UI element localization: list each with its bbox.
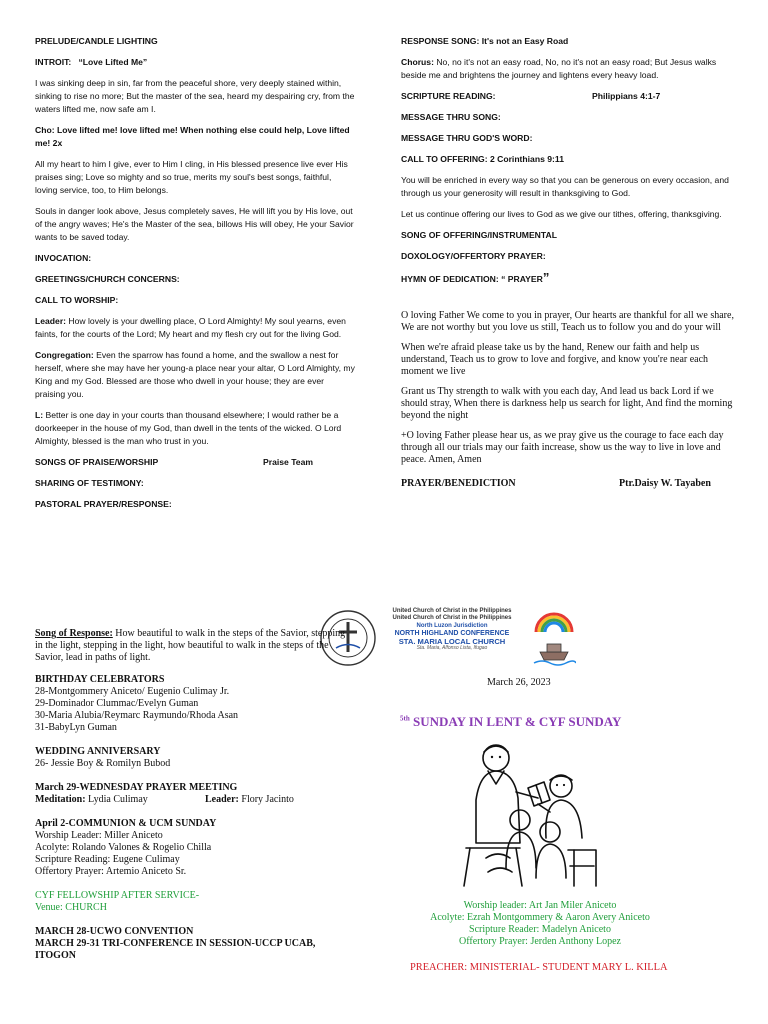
scripture-row [401, 90, 736, 103]
greetings-heading: GREETINGS/CHURCH CONCERNS: [35, 274, 180, 284]
call-offering-heading: CALL TO OFFERING: 2 Corinthians 9:11 [401, 154, 564, 164]
sunday-number: 5th [400, 714, 410, 723]
song-offering-heading: SONG OF OFFERING/INSTRUMENTAL [401, 230, 557, 240]
sunday-title-text: SUNDAY IN LENT & CYF SUNDAY [409, 714, 622, 729]
response-song-row [401, 35, 736, 48]
announcements [35, 628, 350, 962]
offering-text-1: You will be enriched in every way so that you can be generous on every occasion, and through us your generosity will result in thanksgiving to God. [401, 175, 729, 198]
scripture-ref: Philippians 4:1-7 [592, 91, 661, 101]
introit-heading [35, 56, 355, 69]
april-heading: April 2-COMMUNION & UCM SUNDAY [35, 818, 217, 829]
verse-2: All my heart to him I give, ever to Him I cling, in His blessed presence live ever His praises sing; Love so mighty and so true, merits my soul's best songs, faithful, loving service, too, to Him belongs. [35, 159, 348, 195]
response-song-title: It's not an Easy Road [479, 36, 569, 46]
verse-3: Souls in danger look above, Jesus completely saves, He will lift you by His love, out of the angry waves; He's the Master of the sea, billows His will obey, He your Savior wants to be saved today. [35, 206, 354, 242]
songs-of-praise-heading: SONGS OF PRAISE/WORSHIP [35, 457, 159, 467]
offering-text-2: Let us continue offering our lives to God as we give our tithes, offering, thanksgiving. [401, 209, 722, 219]
hymn-heading [401, 271, 736, 286]
worship-leader: Worship leader: Art Jan Miler Aniceto [463, 900, 617, 911]
chorus: Cho: Love lifted me! love lifted me! When nothing else could help, Love lifted me! 2x [35, 125, 350, 148]
introit-label: INTROIT: [35, 57, 72, 67]
scripture-reader: Scripture Reader: Madelyn Aniceto [469, 924, 611, 935]
prayer-meeting-leader [205, 794, 294, 806]
song-of-response [35, 628, 350, 664]
response-chorus [401, 56, 736, 82]
prayer-meeting-heading: March 29-WEDNESDAY PRAYER MEETING [35, 782, 238, 793]
congregation-text: Even the sparrow has found a home, and the swallow a nest for herself, where she may have her young-a place near your altar, O Lord Almighty, my King and my God. Blessed are those who dwell in your house; they are ever praising you. [35, 350, 355, 399]
wedding-heading: WEDDING ANNIVERSARY [35, 746, 161, 757]
song-of-response-text: How beautiful to walk in the steps of the Savior, stepping in the light, stepping in the light, how beautiful to walk in the steps of the Savior, lead in paths of light. [35, 628, 346, 663]
prayer-meeting-details [35, 794, 350, 806]
acolyte: Acolyte: Ezrah Montgommery & Aaron Avery Aniceto [430, 912, 650, 923]
pastoral-heading: PASTORAL PRAYER/RESPONSE: [35, 499, 172, 509]
header-line-5: STA. MARIA LOCAL CHURCH [398, 636, 506, 646]
l-label: L: [35, 410, 44, 420]
congregation-label: Congregation: [35, 350, 94, 360]
prayer-stanza-2: When we're afraid please take us by the hand, Renew our faith and help us understand, Teach us to grow to love and forgive, and know you're near each moment we live [401, 342, 709, 377]
april-item: Offertory Prayer: Artemio Aniceto Sr. [35, 866, 187, 877]
message-song-heading: MESSAGE THRU SONG: [401, 112, 501, 122]
order-of-worship-right [401, 35, 736, 286]
sunday-title [400, 714, 700, 730]
order-of-worship-left [35, 35, 355, 511]
april-item: Worship Leader: Miller Aniceto [35, 830, 163, 841]
april-item: Acolyte: Rolando Valones & Rogelio Chilla [35, 842, 212, 853]
hymn-label: HYMN OF DEDICATION: “ PRAYER [401, 274, 543, 284]
verse-1: I was sinking deep in sin, far from the peaceful shore, very deeply stained within, sinking to rise no more; But the master of the sea, heard my despairing cry, from the waters lifted me, now safe am I. [35, 78, 355, 114]
ucwo-convention: MARCH 28-UCWO CONVENTION [35, 926, 194, 937]
header-line-2: United Church of Christ in the Philippines [392, 615, 512, 622]
birthday-item: 28-Montgommery Aniceto/ Eugenio Culimay Jr. [35, 686, 230, 697]
birthday-item: 29-Dominador Clummac/Evelyn Guman [35, 698, 199, 709]
cyf-venue: Venue: CHURCH [35, 902, 107, 913]
church-header [318, 608, 580, 668]
cyf-fellowship: CYF FELLOWSHIP AFTER SERVICE- [35, 890, 200, 901]
church-name-block [366, 608, 538, 652]
prelude-heading: PRELUDE/CANDLE LIGHTING [35, 36, 158, 46]
cyf-sunday-roles [400, 900, 680, 948]
leader-reading [35, 315, 355, 341]
pm-leader-name: Flory Jacinto [238, 794, 294, 805]
pm-leader-label: Leader: [205, 794, 239, 805]
header-line-3: North Luzon Jurisdiction [416, 622, 488, 629]
birthday-heading: BIRTHDAY CELEBRATORS [35, 674, 165, 685]
prayer-stanza-3: Grant us Thy strength to walk with you each day, And lead us back Lord if we should stray, When there is darkness help us search for light, And find the morning beyond the night [401, 386, 733, 421]
songs-of-praise-row [35, 456, 355, 469]
birthday-item: 31-BabyLyn Guman [35, 722, 117, 733]
header-line-1: United Church of Christ in the Philippines [392, 608, 512, 614]
introit-title: “Love Lifted Me” [78, 57, 148, 67]
preacher: PREACHER: MINISTERIAL- STUDENT MARY L. KILLA [410, 962, 668, 973]
tri-conference: MARCH 29-31 TRI-CONFERENCE IN SESSION-UCCP UCAB, ITOGON [35, 938, 316, 961]
offertory-prayer: Offertory Prayer: Jerden Anthony Lopez [459, 936, 621, 947]
service-date: March 26, 2023 [487, 677, 551, 688]
l-reading [35, 409, 355, 448]
meditation-label: Meditation: [35, 794, 86, 805]
song-of-response-label: Song of Response: [35, 628, 113, 639]
benediction-by: Ptr.Daisy W. Tayaben [619, 478, 711, 489]
prayer-stanza-1: O loving Father We come to you in prayer, Our hearts are thankful for all we share, We are not worthy but you love us still, Teach us to follow you and do your will [401, 310, 734, 333]
message-word-heading: MESSAGE THRU GOD'S WORD: [401, 133, 533, 143]
praise-team: Praise Team [263, 457, 314, 467]
rainbow-ark-icon [532, 608, 576, 668]
l-text: Better is one day in your courts than thousand elsewhere; I would rather be a doorkeeper in the house of my God, than dwell in the tents of the wicked. O Lord Almighty, blessed is the man who trust in you. [35, 410, 342, 446]
response-chorus-text: No, no it's not an easy road, No, no it's not an easy road; But Jesus walks beside me and brightens the journey and lightens every heavy load. [401, 57, 717, 80]
wedding-item: 26- Jessie Boy & Romilyn Bubod [35, 758, 171, 769]
call-to-worship-heading: CALL TO WORSHIP: [35, 295, 119, 305]
april-item: Scripture Reading: Eugene Culimay [35, 854, 180, 865]
birthday-item: 30-Maria Alubia/Reymarc Raymundo/Rhoda Asan [35, 710, 239, 721]
invocation-heading: INVOCATION: [35, 253, 92, 263]
response-song-label: RESPONSE SONG: [401, 36, 480, 46]
meditation-name: Lydia Culimay [85, 794, 148, 805]
benediction-heading: PRAYER/BENEDICTION [401, 478, 516, 489]
prayer-hymn-lyrics [401, 310, 741, 490]
header-line-4: NORTH HIGHLAND CONFERENCE [394, 630, 510, 638]
sharing-heading: SHARING OF TESTIMONY: [35, 478, 144, 488]
scripture-heading: SCRIPTURE READING: [401, 91, 496, 101]
teacher-reading-to-children-illustration [458, 738, 603, 888]
response-chorus-label: Chorus: [401, 57, 434, 67]
leader-text: How lovely is your dwelling place, O Lord Almighty! My soul yearns, even faints, for the courts of the Lord; My heart and my flesh cry out for the living God. [35, 316, 346, 339]
benediction-row [401, 478, 741, 490]
leader-label: Leader: [35, 316, 67, 326]
header-line-6: Sta. Maria, Alfonso Lista, Ifugao [416, 645, 488, 652]
congregation-reading [35, 349, 355, 401]
prayer-stanza-4: +O loving Father please hear us, as we pray give us the courage to face each day through all our trials may our faith increase, show us the way to live in love and peace. Amen, Amen [401, 430, 724, 465]
hymn-close-quote: ” [542, 270, 550, 285]
doxology-heading: DOXOLOGY/OFFERTORY PRAYER: [401, 251, 546, 261]
